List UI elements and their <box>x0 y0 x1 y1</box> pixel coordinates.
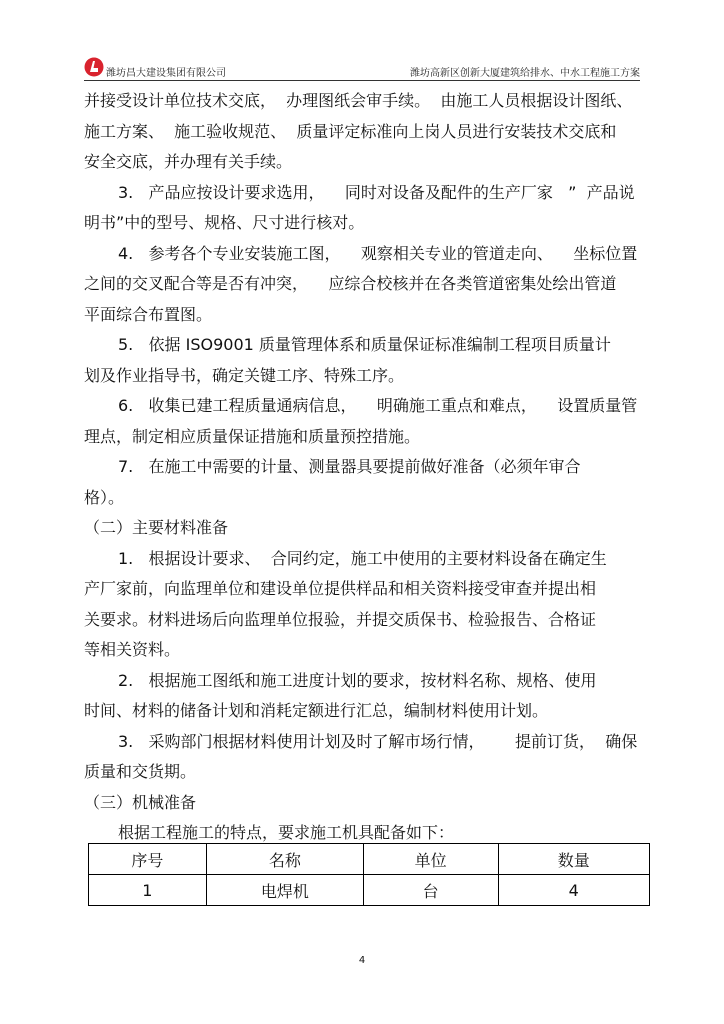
company-name: 潍坊昌大建设集团有限公司 <box>106 68 226 79</box>
table-header-row <box>89 844 650 875</box>
column-header: 数量 <box>498 844 650 875</box>
page-header <box>84 56 640 82</box>
table-cell: 台 <box>363 875 498 906</box>
section-heading: （二）主要材料准备 <box>84 518 229 537</box>
text-line: 质量和交货期。 <box>84 762 197 781</box>
text-line: 7. 在施工中需要的计量、测量器具要提前做好准备（必须年审合 <box>118 457 581 476</box>
text-line: 并接受设计单位技术交底， 办理图纸会审手续。 由施工人员根据设计图纸、 <box>84 91 633 110</box>
equipment-table <box>88 843 650 906</box>
table-cell: 电焊机 <box>206 875 363 906</box>
text-line: 等相关资料。 <box>84 640 181 659</box>
text-line: 6. 收集已建工程质量通病信息， 明确施工重点和难点， 设置质量管 <box>118 396 638 415</box>
text-line: 理点，制定相应质量保证措施和质量预控措施。 <box>84 426 421 446</box>
body-text <box>84 86 644 848</box>
page-number: 4 <box>358 955 366 966</box>
column-header: 单位 <box>363 844 498 875</box>
column-header: 名称 <box>206 844 363 875</box>
text-line: 4. 参考各个专业安装施工图， 观察相关专业的管道走向、 坐标位置 <box>118 243 638 263</box>
text-line: 时间、材料的储备计划和消耗定额进行汇总，编制材料使用计划。 <box>84 701 549 720</box>
text-line: 3. 产品应按设计要求选用， 同时对设备及配件的生产厂家 ” 产品说 <box>118 182 635 202</box>
header-rule <box>84 80 640 81</box>
text-line: 划及作业指导书，确定关键工序、特殊工序。 <box>84 365 405 385</box>
text-line: 安全交底，并办理有关手续。 <box>84 152 293 171</box>
text-line: 之间的交叉配合等是否有冲突， 应综合校核并在各类管道密集处绘出管道 <box>84 274 617 293</box>
table-row <box>89 875 650 906</box>
table-intro: 根据工程施工的特点，要求施工机具配备如下： <box>118 823 455 842</box>
table-cell: 1 <box>89 875 207 906</box>
document-title: 潍坊高新区创新大厦建筑给排水、中水工程施工方案 <box>410 68 640 79</box>
table-cell: 4 <box>498 875 650 906</box>
section-heading: （三）机械准备 <box>84 792 197 812</box>
column-header: 序号 <box>89 844 207 875</box>
text-line: 明书”中的型号、规格、尺寸进行核对。 <box>84 213 365 232</box>
company-logo-icon <box>84 56 104 78</box>
text-line: 3. 采购部门根据材料使用计划及时了解市场行情， 提前订货， 确保 <box>118 731 638 751</box>
text-line: 施工方案、 施工验收规范、 质量评定标准向上岗人员进行安装技术交底和 <box>84 121 617 141</box>
text-line: 5. 依据 ISO9001 质量管理体系和质量保证标准编制工程项目质量计 <box>118 335 611 354</box>
text-line: 2. 根据施工图纸和施工进度计划的要求，按材料名称、规格、使用 <box>118 670 597 690</box>
text-line: 1. 根据设计要求、 合同约定，施工中使用的主要材料设备在确定生 <box>118 548 607 568</box>
text-line: 平面综合布置图。 <box>84 304 213 324</box>
text-line: 关要求。材料进场后向监理单位报验，并提交质保书、检验报告、合格证 <box>84 609 597 629</box>
text-line: 格）。 <box>84 487 125 507</box>
text-line: 产厂家前，向监理单位和建设单位提供样品和相关资料接受审查并提出相 <box>84 579 597 598</box>
